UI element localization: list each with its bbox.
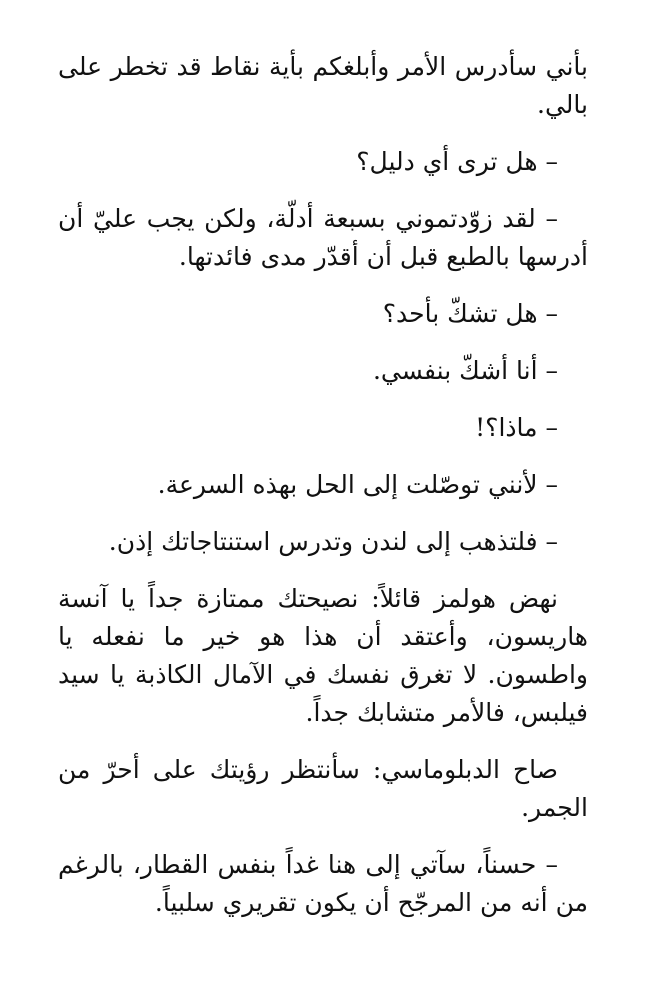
- dialogue-line-seven-clues: – لقد زوّدتموني بسبعة أدلّة، ولكن يجب عليّ أن أدرسها بالطبع قبل أن أقدّر مدى فائدتها.: [58, 204, 588, 271]
- dialogue-line-reached-solution: – لأنني توصّلت إلى الحل بهذه السرعة.: [157, 470, 558, 499]
- dialogue-line-come-tomorrow: – حسناً، سآتي إلى هنا غداً بنفس القطار، بالرغم من أنه من المرجّح أن يكون تقريري سلبياً.: [58, 850, 588, 917]
- dialogue-line-suspect: – هل تشكّ بأحد؟: [382, 299, 558, 328]
- paragraph-holmes-rose: نهض هولمز قائلاً: نصيحتك ممتازة جداً يا آنسة هاريسون، وأعتقد أن هذا هو خير ما نفعله يا واطسون. لا تغرق نفسك في الآمال الكاذبة يا سيد فيلبس، فالأمر متشابك جداً.: [58, 584, 588, 727]
- dialogue-line-what: – ماذا؟!: [475, 413, 558, 442]
- paragraph-1: بأني سأدرس الأمر وأبلغكم بأية نقاط قد تخطر على بالي.: [58, 52, 588, 119]
- paragraph-diplomat-cried: صاح الدبلوماسي: سأنتظر رؤيتك على أحرّ من الجمر.: [58, 755, 588, 822]
- book-page: [58, 48, 588, 922]
- dialogue-line-go-to-london: – فلتذهب إلى لندن وتدرس استنتاجاتك إذن.: [108, 527, 558, 556]
- dialogue-line-doubt-myself: – أنا أشكّ بنفسي.: [372, 356, 558, 385]
- dialogue-line-see-evidence: – هل ترى أي دليل؟: [356, 147, 558, 176]
